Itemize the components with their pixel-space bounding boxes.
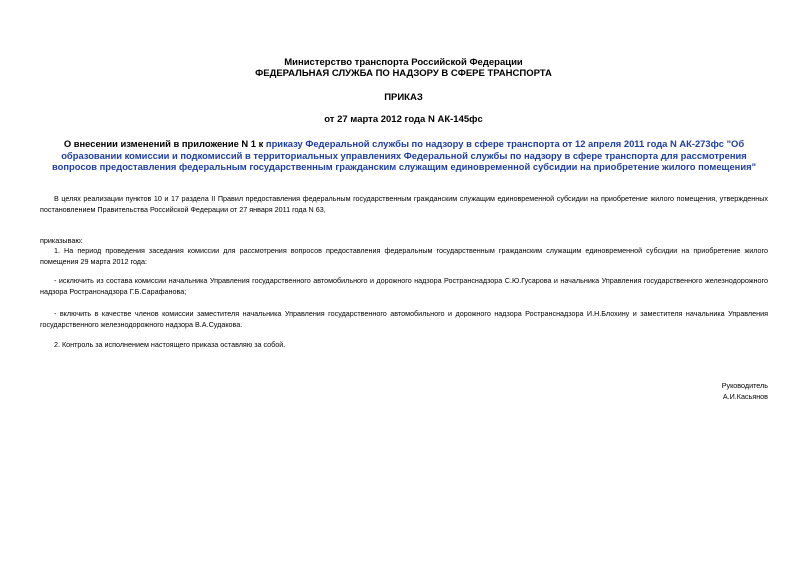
signatory-position: Руководитель (721, 381, 768, 390)
paragraph-item-2: 2. Контроль за исполнением настоящего приказа оставляю за собой. (54, 340, 286, 349)
ministry-name: Министерство транспорта Российской Федерации (284, 57, 523, 68)
paragraph-order-word: приказываю: (40, 236, 83, 245)
signatory-name: А.И.Касьянов (722, 392, 768, 401)
signature-block (722, 380, 768, 402)
service-name: ФЕДЕРАЛЬНАЯ СЛУЖБА ПО НАДЗОРУ В СФЕРЕ ТРАНСПОРТА (255, 68, 552, 79)
paragraph-preamble: В целях реализации пунктов 10 и 17 раздела II Правил предоставления федеральным государственным гражданским служащим единовременной субсидии на приобретение жилого помещения, утвержденных постановлением Правительства Российской Федерации от 27 января 2011 года N 63, (40, 194, 768, 214)
referenced-order-link[interactable]: приказу Федеральной службы по надзору в сфере транспорта от 12 апреля 2011 года N АК-273фс "Об образовании комиссии и подкомиссий в территориальных управлениях Федеральной службы по надзору в сфере транспорта для рассмотрения вопросов предоставления федеральным государственным гражданским служащим единовременной субсидии на приобретение жилого помещения" (51, 138, 757, 173)
document-date-number: от 27 марта 2012 года N АК-145фс (324, 114, 483, 125)
title-prefix: О внесении изменений в приложение N 1 к (63, 138, 266, 149)
document-type: ПРИКАЗ (384, 92, 423, 103)
paragraph-include: - включить в качестве членов комиссии заместителя начальника Управления государственного автомобильного и дорожного надзора Ространснадзора И.Н.Блохину и заместителя начальника Управления государственного железнодорожного надзора В.А.Судакова. (40, 309, 768, 329)
document-title (40, 138, 768, 173)
paragraph-item-1: 1. На период проведения заседания комиссии для рассмотрения вопросов предоставления федеральным государственным гражданским служащим единовременной субсидии на приобретение жилого помещения 29 марта 2012 года: (40, 246, 768, 266)
paragraph-exclude: - исключить из состава комиссии начальника Управления государственного автомобильного и дорожного надзора Ространснадзора С.Ю.Гусарова и начальника Управления государственного железнодорожного надзора Ространснадзора Г.Б.Сарафанова; (40, 276, 768, 296)
